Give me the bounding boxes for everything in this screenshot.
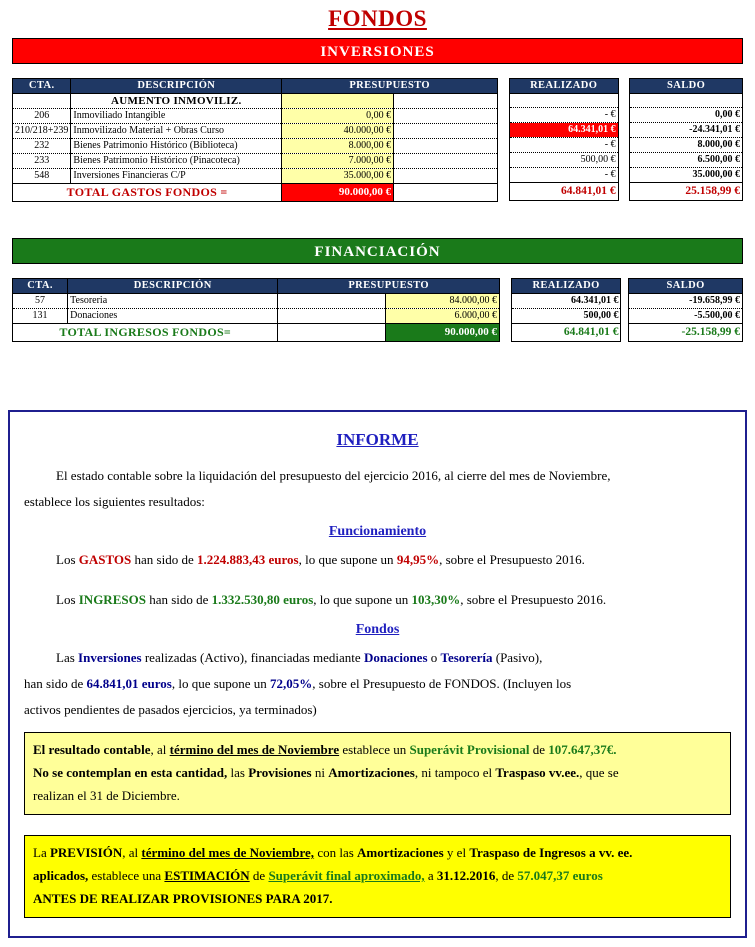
cell-cta: 131: [13, 309, 68, 324]
prevision-l1-h: Traspaso de Ingresos a vv. ee.: [469, 845, 633, 860]
ingresos-label: INGRESOS: [78, 592, 146, 607]
total-label: TOTAL GASTOS FONDOS =: [13, 184, 282, 202]
cell-presupuesto-blank: [278, 309, 386, 324]
total-presupuesto-blank: [394, 184, 498, 202]
col-header-cta: CTA.: [13, 79, 71, 94]
table-row: [630, 168, 743, 183]
table-row: [509, 168, 618, 183]
superavit-final-label: Superávit final aproximado,: [268, 868, 425, 883]
table-row: [509, 94, 618, 108]
prevision-l1-a: La: [33, 845, 50, 860]
total-saldo: -25.158,99 €: [629, 324, 743, 342]
resultado-l2-d: ni: [311, 765, 329, 780]
col-header-realizado: REALIZADO: [511, 279, 621, 294]
cell-saldo: 35.000,00 €: [630, 168, 743, 183]
cell-realizado: - €: [509, 168, 618, 183]
cell-presupuesto: 8.000,00 €: [282, 139, 394, 154]
resultado-l2-a: No se contemplan en esta cantidad,: [33, 765, 228, 780]
fondos-l1-b: realizadas (Activo), financiadas mediante: [141, 650, 364, 665]
col-header-saldo: SALDO: [629, 279, 743, 294]
cell-realizado: - €: [509, 138, 618, 153]
total-saldo: 25.158,99 €: [630, 183, 743, 201]
prevision-l1-e: con las: [314, 845, 358, 860]
fondos-inversiones: Inversiones: [78, 650, 142, 665]
cell-cta: 233: [13, 154, 71, 169]
table-header-row: [13, 79, 498, 94]
cell-realizado: 64.341,01 €: [511, 294, 621, 309]
financiacion-banner: FINANCIACIÓN: [12, 238, 743, 264]
ingresos-amount: 1.332.530,80 euros: [211, 592, 314, 607]
ingresos-line: [24, 590, 731, 610]
resultado-line-1: [33, 739, 722, 760]
table-row: [629, 309, 743, 324]
table-row: [13, 154, 498, 169]
prevision-line-1: [33, 842, 722, 863]
financiacion-main-table: [12, 278, 500, 342]
cell-realizado: 64.341,01 €: [509, 123, 618, 138]
cell-realizado: 500,00 €: [509, 153, 618, 168]
cell-descripcion: Donaciones: [68, 309, 278, 324]
fondos-amount: 64.841,01 euros: [86, 676, 172, 691]
fondos-line-3: activos pendientes de pasados ejercicios, ya terminados): [24, 702, 317, 717]
fondos-l2-c: , sobre el Presupuesto de FONDOS. (Incluyen los: [312, 676, 572, 691]
prevision-l2-a: aplicados,: [33, 868, 89, 883]
cell-presupuesto: 7.000,00 €: [282, 154, 394, 169]
gastos-line: [24, 550, 731, 570]
inversiones-saldo-table: [629, 78, 743, 201]
table-header-row: [509, 79, 618, 94]
cell-saldo: 0,00 €: [630, 108, 743, 123]
cell-presupuesto: [282, 94, 394, 109]
resultado-l2-h: , que se: [579, 765, 619, 780]
col-header-presupuesto: PRESUPUESTO: [282, 79, 498, 94]
gastos-amount: 1.224.883,43 euros: [196, 552, 299, 567]
resultado-l1-f: de: [529, 742, 549, 757]
cell-descripcion: Bienes Patrimonio Histórico (Pinacoteca): [71, 154, 282, 169]
prevision-l1-f: Amortizaciones: [357, 845, 444, 860]
cell-realizado-blank: [509, 94, 618, 108]
fondos-line-1: [24, 648, 731, 668]
cell-presupuesto-blank: [394, 124, 498, 139]
gastos-mid2: , lo que supone un: [298, 552, 397, 567]
table-row: [511, 294, 621, 309]
cell-descripcion: Bienes Patrimonio Histórico (Biblioteca): [71, 139, 282, 154]
resultado-l2-f: , ni tampoco el: [414, 765, 496, 780]
cell-presupuesto-blank: [394, 169, 498, 184]
cell-cta: 210/218+239: [13, 124, 71, 139]
table-total-row: [629, 324, 743, 342]
resultado-l2-e: Amortizaciones: [328, 765, 415, 780]
resultado-l2-c: Provisiones: [248, 765, 312, 780]
ingresos-percent: 103,30%: [411, 592, 461, 607]
table-header-row: [629, 279, 743, 294]
resultado-contable-box: [24, 732, 731, 815]
table-row: [13, 124, 498, 139]
gastos-suffix: , sobre el Presupuesto 2016.: [439, 552, 585, 567]
superavit-provisional-amount: 107.647,37€.: [548, 742, 617, 757]
table-row: [509, 123, 618, 138]
cell-saldo: 8.000,00 €: [630, 138, 743, 153]
table-row: [630, 138, 743, 153]
table-total-row: [13, 324, 500, 342]
fondos-tesoreria: Tesorería: [440, 650, 493, 665]
fondos-percent: 72,05%: [270, 676, 313, 691]
prevision-date: 31.12.2016: [436, 868, 496, 883]
fondos-line-2: [24, 674, 731, 694]
table-header-row: [630, 79, 743, 94]
total-realizado: 64.841,01 €: [509, 183, 618, 201]
fondos-l1-d: (Pasivo),: [492, 650, 543, 665]
prevision-l2-d: de: [249, 868, 269, 883]
table-row: [13, 294, 500, 309]
table-header-row: [13, 279, 500, 294]
table-gap: [619, 78, 630, 96]
table-row: [13, 169, 498, 184]
cell-presupuesto: 40.000,00 €: [282, 124, 394, 139]
resultado-l1-c: término del mes de Noviembre: [169, 742, 340, 757]
fondos-donaciones: Donaciones: [363, 650, 428, 665]
resultado-l1-d: establece un: [339, 742, 410, 757]
total-label: TOTAL INGRESOS FONDOS=: [13, 324, 278, 342]
cell-cta: 232: [13, 139, 71, 154]
cell-presupuesto-blank: [278, 294, 386, 309]
table-total-row: [509, 183, 618, 201]
ingresos-prefix: Los: [56, 592, 79, 607]
cell-cta: [13, 94, 71, 109]
table-total-row: [13, 184, 498, 202]
cell-saldo: -19.658,99 €: [629, 294, 743, 309]
prevision-box: [24, 835, 731, 918]
financiacion-table-wrap: [12, 278, 743, 342]
table-gap: [498, 78, 509, 96]
informe-panel: [8, 410, 747, 938]
informe-intro-line-1: El estado contable sobre la liquidación del presupuesto del ejercicio 2016, al cierre del mes de Noviembre,: [56, 468, 611, 483]
fondos-l1-c: o: [427, 650, 441, 665]
table-row: [630, 108, 743, 123]
informe-intro-line-2: establece los siguientes resultados:: [24, 494, 205, 509]
cell-saldo: -24.341,01 €: [630, 123, 743, 138]
table-row: [509, 108, 618, 123]
prevision-l1-c: , al: [122, 845, 142, 860]
cell-cta: 57: [13, 294, 68, 309]
resultado-l2-g: Traspaso vv.ee.: [495, 765, 580, 780]
gastos-prefix: Los: [56, 552, 79, 567]
resultado-line-3: realizan el 31 de Diciembre.: [33, 788, 180, 803]
cell-descripcion: Inmoviliado Intangible: [71, 109, 282, 124]
resultado-l1-b: , al: [150, 742, 170, 757]
resultado-l1-a: El resultado contable: [33, 742, 151, 757]
cell-presupuesto-blank: [394, 154, 498, 169]
prevision-line-3: ANTES DE REALIZAR PROVISIONES PARA 2017.: [33, 891, 333, 906]
cell-realizado: 500,00 €: [511, 309, 621, 324]
table-total-row: [630, 183, 743, 201]
cell-descripcion: Inversiones Financieras C/P: [71, 169, 282, 184]
cell-presupuesto-blank: [394, 139, 498, 154]
cell-presupuesto: 0,00 €: [282, 109, 394, 124]
resultado-line-2: [33, 762, 722, 783]
table-row: [13, 94, 498, 109]
col-header-realizado: REALIZADO: [509, 79, 618, 94]
cell-saldo: -5.500,00 €: [629, 309, 743, 324]
cell-subheader: AUMENTO INMOVILIZ.: [71, 94, 282, 109]
total-realizado: 64.841,01 €: [511, 324, 621, 342]
superavit-provisional-label: Superávit Provisional: [409, 742, 530, 757]
prevision-label: PREVISIÓN: [49, 845, 123, 860]
table-row: [630, 94, 743, 108]
table-row: [13, 109, 498, 124]
table-gap: [500, 278, 511, 296]
cell-descripcion: Inmovilizado Material + Obras Curso: [71, 124, 282, 139]
cell-realizado: - €: [509, 108, 618, 123]
gastos-label: GASTOS: [78, 552, 132, 567]
table-header-row: [511, 279, 621, 294]
col-header-descripcion: DESCRIPCIÓN: [68, 279, 278, 294]
col-header-cta: CTA.: [13, 279, 68, 294]
col-header-presupuesto: PRESUPUESTO: [278, 279, 500, 294]
inversiones-banner: INVERSIONES: [12, 38, 743, 64]
prevision-l1-d: término del mes de Noviembre,: [141, 845, 315, 860]
table-row: [511, 309, 621, 324]
financiacion-realizado-table: [511, 278, 622, 342]
table-row: [509, 153, 618, 168]
cell-presupuesto-blank: [394, 109, 498, 124]
prevision-l2-h: , de: [495, 868, 518, 883]
total-presupuesto-blank: [278, 324, 386, 342]
ingresos-mid2: , lo que supone un: [313, 592, 412, 607]
informe-title: INFORME: [336, 430, 419, 449]
estimacion-label: ESTIMACIÓN: [164, 868, 250, 883]
col-header-descripcion: DESCRIPCIÓN: [71, 79, 282, 94]
cell-descripcion: Tesoreria: [68, 294, 278, 309]
cell-cta: 206: [13, 109, 71, 124]
gastos-mid: han sido de: [131, 552, 197, 567]
page-title: FONDOS: [328, 6, 427, 31]
table-row: [13, 139, 498, 154]
table-row: [630, 123, 743, 138]
cell-presupuesto-blank: [394, 94, 498, 109]
financiacion-saldo-table: [628, 278, 743, 342]
table-row: [630, 153, 743, 168]
cell-cta: 548: [13, 169, 71, 184]
gastos-percent: 94,95%: [396, 552, 440, 567]
resultado-l2-b: las: [227, 765, 249, 780]
cell-presupuesto: 35.000,00 €: [282, 169, 394, 184]
table-row: [629, 294, 743, 309]
fondos-l2-b: , lo que supone un: [171, 676, 271, 691]
inversiones-main-table: [12, 78, 498, 202]
cell-saldo-blank: [630, 94, 743, 108]
cell-presupuesto: 84.000,00 €: [385, 294, 499, 309]
fondos-heading: Fondos: [355, 622, 400, 637]
fondos-l2-a: han sido de: [24, 676, 87, 691]
prevision-line-2: [33, 865, 722, 886]
prevision-l2-b: establece una: [88, 868, 165, 883]
ingresos-mid: han sido de: [145, 592, 212, 607]
superavit-final-amount: 57.047,37 euros: [517, 868, 603, 883]
inversiones-table-wrap: [12, 78, 743, 202]
ingresos-suffix: , sobre el Presupuesto 2016.: [460, 592, 607, 607]
prevision-l1-g: y el: [443, 845, 470, 860]
fondos-l1-a: Las: [56, 650, 79, 665]
cell-saldo: 6.500,00 €: [630, 153, 743, 168]
table-row: [13, 309, 500, 324]
table-total-row: [511, 324, 621, 342]
cell-presupuesto: 6.000,00 €: [385, 309, 499, 324]
table-gap: [621, 278, 628, 296]
prevision-l2-f: a: [424, 868, 437, 883]
table-row: [509, 138, 618, 153]
funcionamiento-heading: Funcionamiento: [328, 524, 427, 539]
inversiones-realizado-table: [509, 78, 619, 201]
col-header-saldo: SALDO: [630, 79, 743, 94]
total-presupuesto: 90.000,00 €: [385, 324, 499, 342]
total-presupuesto: 90.000,00 €: [282, 184, 394, 202]
